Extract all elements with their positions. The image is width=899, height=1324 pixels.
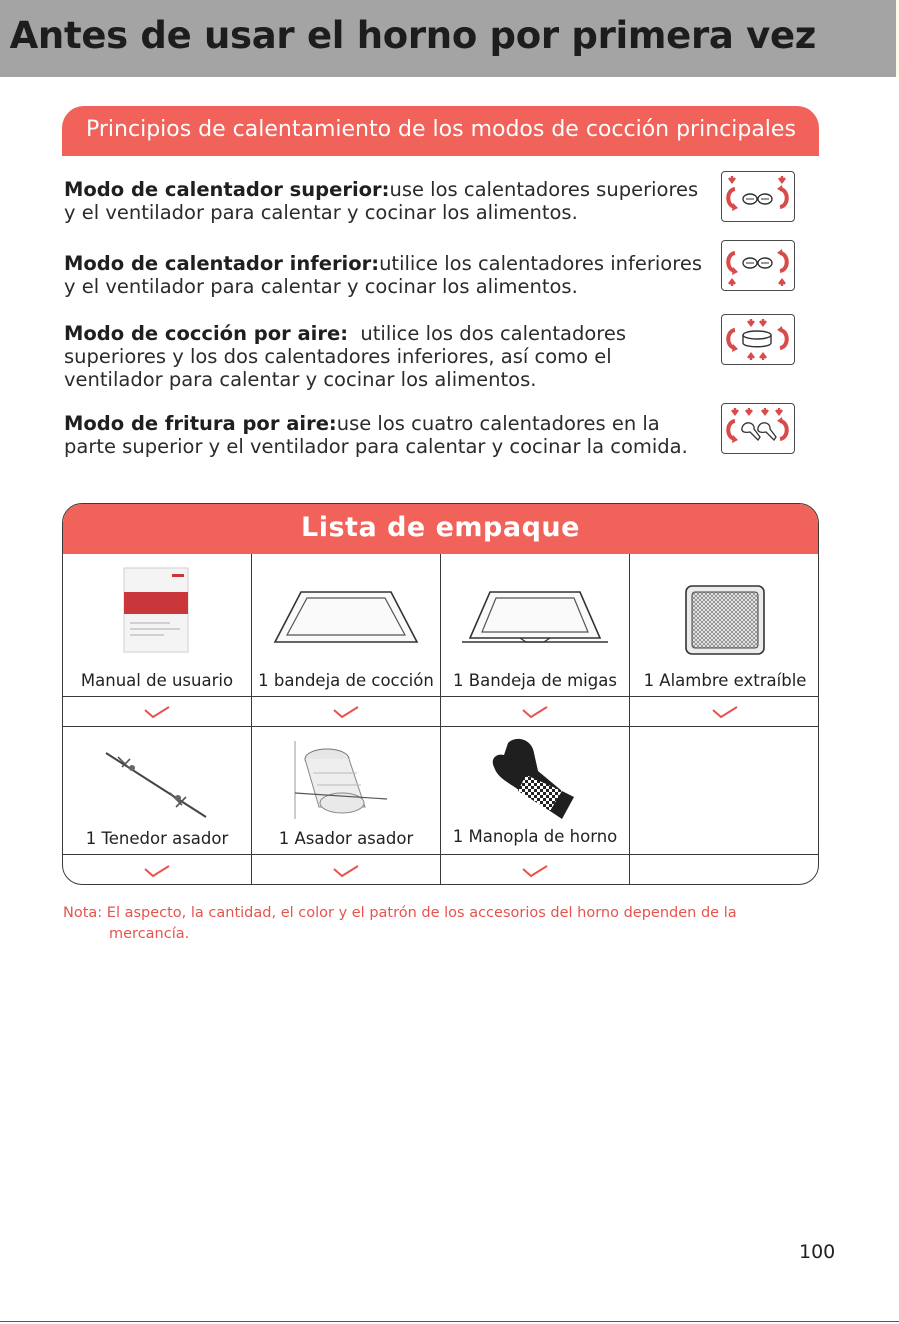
note-line-1: Nota: El aspecto, la cantidad, el color y el patrón de los accesorios del horno dependen de la bbox=[63, 905, 737, 921]
rotisserie-basket-image bbox=[252, 741, 440, 821]
check-icon bbox=[521, 705, 549, 719]
item-manual bbox=[63, 554, 252, 697]
item-crumb-tray bbox=[441, 554, 630, 697]
empty-check-cell bbox=[630, 855, 819, 885]
check-cell bbox=[441, 697, 630, 727]
mode-text: use los cuatro calentadores en la bbox=[336, 412, 660, 435]
mode-text: use los calentadores superiores bbox=[389, 178, 699, 201]
mode-name: Modo de cocción por aire: bbox=[64, 322, 348, 345]
item-label: 1 Asador asador bbox=[278, 829, 414, 848]
mode-line-1 bbox=[64, 252, 714, 275]
mode-text: utilice los calentadores inferiores bbox=[379, 252, 702, 275]
manual-image bbox=[63, 566, 251, 654]
top-heater-icon bbox=[721, 171, 795, 222]
check-cell bbox=[252, 697, 441, 727]
mode-line-1 bbox=[64, 322, 714, 345]
check-cell bbox=[441, 855, 630, 885]
item-label: 1 bandeja de cocción bbox=[258, 671, 434, 690]
section-title: Principios de calentamiento de los modos de cocción principales bbox=[86, 117, 796, 142]
page-number: 100 bbox=[799, 1241, 836, 1263]
mode-top-heater bbox=[64, 178, 714, 224]
air-bake-icon bbox=[721, 314, 795, 365]
page-title: Antes de usar el horno por primera vez bbox=[9, 14, 816, 57]
note bbox=[63, 903, 803, 945]
check-icon bbox=[332, 864, 360, 878]
mode-line-1 bbox=[64, 178, 714, 201]
wire-rack-image bbox=[630, 584, 819, 656]
crumb-tray-image bbox=[441, 588, 629, 648]
note-line-2: mercancía. bbox=[109, 926, 190, 942]
mode-text: utilice los dos calentadores bbox=[348, 322, 627, 345]
item-label: 1 Tenedor asador bbox=[85, 829, 229, 848]
oven-mitt-image bbox=[441, 735, 629, 825]
mode-line-2: y el ventilador para calentar y cocinar los alimentos. bbox=[64, 201, 578, 224]
check-icon bbox=[521, 864, 549, 878]
packing-title: Lista de empaque bbox=[301, 512, 580, 543]
item-label: 1 Bandeja de migas bbox=[453, 671, 617, 690]
air-fry-icon bbox=[721, 403, 795, 454]
mode-line-3: ventilador para calentar y cocinar los alimentos. bbox=[64, 368, 537, 391]
check-icon bbox=[332, 705, 360, 719]
empty-cell bbox=[630, 727, 819, 855]
mode-line-2: superiores y los dos calentadores inferiores, así como el bbox=[64, 345, 612, 368]
baking-tray-image bbox=[252, 588, 440, 648]
header-bar bbox=[0, 0, 896, 77]
mode-line-2: parte superior y el ventilador para calentar y cocinar la comida. bbox=[64, 435, 688, 458]
rotisserie-fork-image bbox=[63, 749, 251, 821]
mode-line-2: y el ventilador para calentar y cocinar los alimentos. bbox=[64, 275, 578, 298]
mode-bottom-heater bbox=[64, 252, 714, 298]
bottom-heater-icon bbox=[721, 240, 795, 291]
item-rotisserie-basket bbox=[252, 727, 441, 855]
item-baking-tray bbox=[252, 554, 441, 697]
item-label: 1 Manopla de horno bbox=[452, 827, 618, 846]
packing-list bbox=[62, 503, 819, 885]
mode-name: Modo de fritura por aire: bbox=[64, 412, 337, 435]
check-cell bbox=[630, 697, 819, 727]
mode-air-fry bbox=[64, 412, 714, 458]
item-rotisserie-fork bbox=[63, 727, 252, 855]
item-oven-mitt bbox=[441, 727, 630, 855]
check-icon bbox=[711, 705, 739, 719]
mode-line-1 bbox=[64, 412, 714, 435]
item-label: Manual de usuario bbox=[80, 671, 234, 690]
item-label: 1 Alambre extraíble bbox=[643, 671, 807, 690]
mode-air-bake bbox=[64, 322, 714, 391]
item-wire-rack bbox=[630, 554, 819, 697]
check-icon bbox=[143, 705, 171, 719]
packing-header bbox=[63, 504, 818, 554]
mode-name: Modo de calentador inferior: bbox=[64, 252, 380, 275]
section-banner bbox=[62, 106, 819, 156]
check-cell bbox=[252, 855, 441, 885]
check-icon bbox=[143, 864, 171, 878]
bottom-rule bbox=[0, 1321, 899, 1322]
mode-name: Modo de calentador superior: bbox=[64, 178, 390, 201]
check-cell bbox=[63, 855, 252, 885]
check-cell bbox=[63, 697, 252, 727]
